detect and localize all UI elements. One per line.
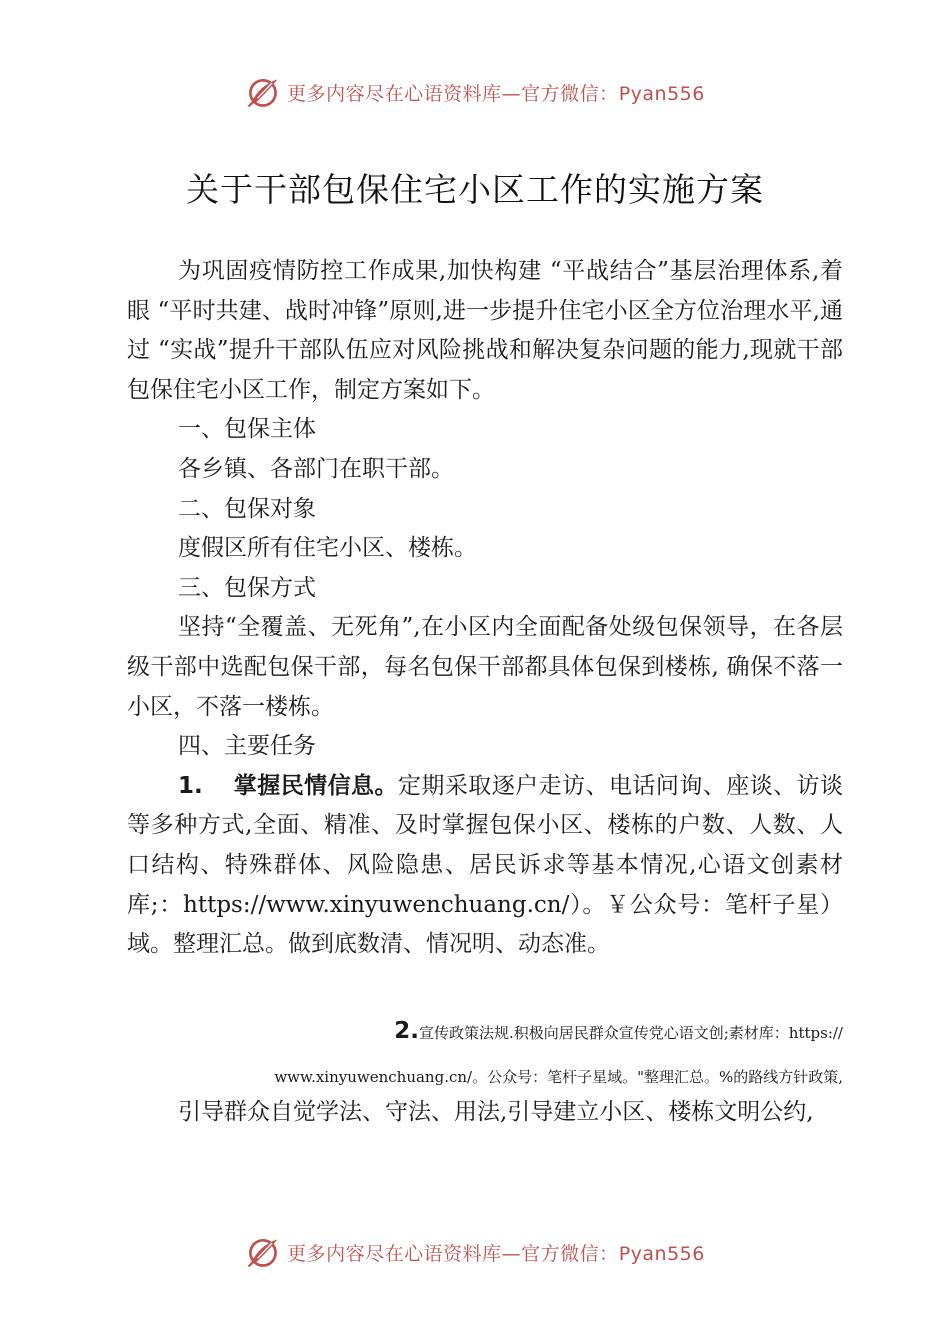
- section-2-body: 度假区所有住宅小区、楼栋。: [178, 535, 477, 562]
- banner-brand: 更多内容尽在心语资料库: [287, 82, 502, 105]
- banner-contact-id: Pyan556: [618, 82, 705, 105]
- intro-paragraph: 为巩固疫情防控工作成果,加快构建 “平战结合”基层治理体系,着眼 “平时共建、战时冲锋”原则,进一步提升住宅小区全方位治理水平,通过 “实战”提升干部队伍应对风险挑战和解决复杂问题的能力,现就干部包保住宅小区工作，制定方案如下。: [127, 258, 843, 403]
- header-banner: [0, 72, 950, 112]
- footer-banner: [0, 1232, 950, 1272]
- banner-contact-label: 官方微信：: [521, 82, 619, 105]
- footer-contact-id: Pyan556: [618, 1242, 705, 1265]
- banner-brand-text: [287, 79, 705, 106]
- task-2-line-1: [127, 1020, 843, 1044]
- quill-leaf-logo-icon: [245, 1234, 281, 1270]
- document-body: [127, 252, 843, 965]
- section-1-body: 各乡镇、各部门在职干部。: [178, 455, 454, 482]
- task-1-body: 定期采取逐户走访、电话问询、座谈、访谈等多种方式,全面、精准、及时掌握包保小区、楼栋的户数、人数、人口结构、特殊群体、风险隐患、居民诉求等基本情况,心语文创素材库;：https://www.xinyuwenchuang.cn/）。￥公众号：笔杆子星）域。整理汇总。做到底数清、情况明、动态准。: [127, 772, 844, 958]
- footer-brand: 更多内容尽在心语资料库: [287, 1242, 502, 1265]
- task-2-line-2: www.xinyuwenchuang.cn/。公众号：笔杆子星域。"整理汇总。%的路线方针政策,: [274, 1068, 843, 1086]
- task-1-paragraph: [127, 767, 843, 965]
- task-2-number: 2.: [394, 1018, 419, 1044]
- banner-separator: —: [501, 82, 522, 105]
- quill-leaf-logo-icon: [245, 74, 281, 110]
- footer-separator: —: [501, 1242, 522, 1265]
- footer-brand-text: [287, 1239, 705, 1266]
- section-2-heading: 二、包保对象: [178, 495, 316, 522]
- document-title: 关于干部包保住宅小区工作的实施方案: [186, 170, 764, 209]
- footer-contact-label: 官方微信：: [521, 1242, 619, 1265]
- section-3-body: 坚持“全覆盖、无死角”,在小区内全面配备处级包保领导，在各层级干部中选配包保干部，每名包保干部都具体包保到楼栋, 确保不落一小区，不落一楼栋。: [127, 614, 843, 720]
- task-2-line-3: 引导群众自觉学法、守法、用法,引导建立小区、楼栋文明公约,: [178, 1099, 814, 1125]
- section-3-heading: 三、包保方式: [178, 574, 316, 601]
- task-2-line-1-text: 宣传政策法规.积极向居民群众宣传党心语文创;素材库：https://: [418, 1024, 843, 1042]
- task-1-title: 掌握民情信息。: [233, 772, 398, 799]
- section-1-heading: 一、包保主体: [178, 416, 316, 443]
- section-4-heading: 四、主要任务: [178, 733, 316, 760]
- task-1-number: 1.: [178, 772, 203, 799]
